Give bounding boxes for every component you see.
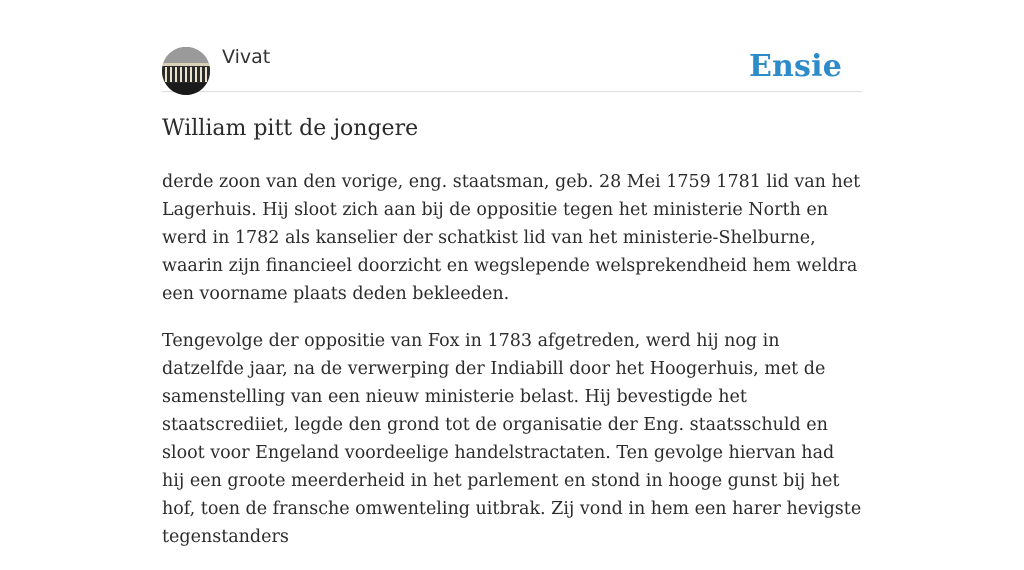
paragraph: derde zoon van den vorige, eng. staatsman, geb. 28 Mei 1759 1781 lid van het Lagerhuis. Hij sloot zich aan bij de oppositie tegen het ministerie North en werd in 1782 als kanselier der schatkist lid van het ministerie-Shelburne, waarin zijn financieel doorzicht en wegslepende welsprekendheid hem weldra een voorname plaats deden bekleeden. bbox=[162, 172, 861, 304]
header bbox=[162, 0, 862, 92]
avatar[interactable] bbox=[162, 47, 210, 95]
page-container bbox=[162, 0, 862, 547]
author-name[interactable]: Vivat bbox=[222, 46, 271, 68]
article-body bbox=[162, 168, 862, 570]
article-title: William pitt de jongere bbox=[162, 116, 419, 141]
brand-logo[interactable]: Ensie bbox=[748, 49, 842, 84]
books-avatar-icon bbox=[162, 47, 210, 95]
paragraph: Tengevolge der oppositie van Fox in 1783 afgetreden, werd hij nog in datzelfde jaar, na de verwerping der Indiabill door het Hoogerhuis, met de samenstelling van een nieuw ministerie belast. Hij bevestigde het staatscrediiet, legde den grond tot de organisatie der Eng. staatsschuld en sloot voor Engeland voordeelige handelstractaten. Ten gevolge hiervan had hij een groote meerderheid in het parlement en stond in hooge gunst bij het hof, toen de fransche omwenteling uitbrak. Zij vond in hem een harer hevigste tegenstanders bbox=[162, 331, 862, 547]
